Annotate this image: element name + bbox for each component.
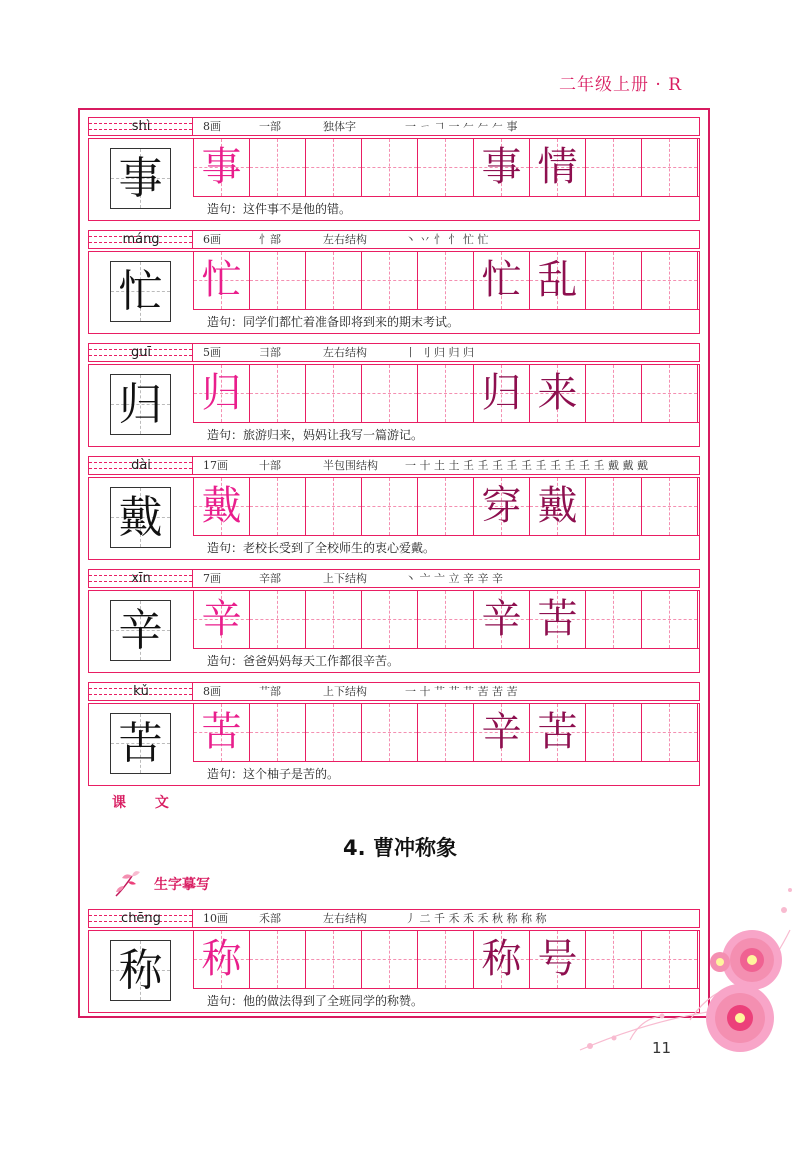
practice-cell [250, 591, 306, 648]
kewen-label: 课 文 [112, 795, 181, 811]
practice-cell [642, 365, 698, 422]
practice-cell [250, 252, 306, 309]
trace-character: 忙 [201, 257, 242, 303]
model-character: 辛 [118, 605, 163, 656]
example-sentence: 造句：这件事不是他的错。 [207, 202, 352, 216]
pinyin-row [88, 456, 700, 475]
practice-cell [530, 478, 586, 535]
practice-cell [586, 365, 642, 422]
stroke-order: 丿 二 千 禾 禾 禾 秋 称 称 称 [405, 912, 547, 925]
practice-cell [418, 365, 474, 422]
practice-cell [250, 365, 306, 422]
pinyin: shì [131, 119, 151, 134]
flower-icon [110, 868, 152, 900]
pinyin: xīn [131, 571, 151, 586]
word-character: 忙 [481, 257, 522, 303]
practice-cell [586, 591, 642, 648]
character-info [203, 910, 546, 927]
trace-character: 辛 [201, 596, 242, 642]
page-number: 11 [652, 1039, 672, 1057]
pinyin-row [88, 682, 700, 701]
character-info [203, 118, 517, 135]
writing-box [88, 364, 700, 447]
model-character: 称 [118, 945, 163, 996]
character-info [203, 344, 474, 361]
character-info [203, 231, 488, 248]
structure: 左右结构 [323, 346, 367, 359]
stroke-order: 丨 刂 归 归 归 [405, 346, 474, 359]
example-sentence: 造句：旅游归来，妈妈让我写一篇游记。 [207, 428, 424, 442]
character-entry [88, 569, 700, 673]
example-sentence: 造句：这个柚子是苦的。 [207, 767, 340, 781]
trace-character: 苦 [201, 709, 242, 755]
practice-cell [474, 365, 530, 422]
model-character-cell [110, 148, 171, 209]
practice-grid [193, 704, 699, 762]
character-info [203, 457, 648, 474]
word-character: 辛 [481, 709, 522, 755]
practice-cell [250, 931, 306, 988]
practice-grid [193, 252, 699, 310]
practice-cell [362, 252, 418, 309]
stroke-order: 丶 亠 亠 立 辛 辛 辛 [405, 572, 503, 585]
practice-cell [194, 365, 250, 422]
word-character: 苦 [537, 596, 578, 642]
pinyin: kǔ [133, 684, 149, 699]
word-character: 辛 [481, 596, 522, 642]
stroke-order: 丶 丷 忄 忄 忙 忙 [405, 233, 489, 246]
practice-cell [362, 591, 418, 648]
structure: 左右结构 [323, 912, 367, 925]
practice-cell [306, 365, 362, 422]
practice-cell [418, 252, 474, 309]
practice-cell [530, 139, 586, 196]
stroke-order: 一 十 土 土 𡈼 𡈼 𡈼 𡈼 𡈼 𡈼 𡈼 𡈼 𡈼 𡈼 戴 戴 戴 [405, 459, 648, 472]
character-info [203, 683, 517, 700]
practice-grid [193, 478, 699, 536]
practice-cell [306, 139, 362, 196]
practice-grid [193, 139, 699, 197]
practice-cell [530, 252, 586, 309]
practice-cell [586, 252, 642, 309]
trace-character: 事 [201, 144, 242, 190]
writing-box [88, 590, 700, 673]
word-character: 情 [537, 144, 578, 190]
radical: 艹部 [259, 685, 281, 698]
practice-cell [194, 704, 250, 761]
stroke-count: 7画 [203, 572, 221, 585]
practice-cell [642, 478, 698, 535]
word-character: 来 [537, 370, 578, 416]
structure: 上下结构 [323, 572, 367, 585]
pinyin: dài [131, 458, 151, 473]
word-character: 号 [537, 936, 578, 982]
practice-cell [306, 591, 362, 648]
practice-cell [474, 252, 530, 309]
practice-cell [194, 591, 250, 648]
practice-cell [530, 591, 586, 648]
practice-cell [306, 931, 362, 988]
practice-cell [418, 591, 474, 648]
character-entry [88, 230, 700, 334]
pinyin: guī [130, 345, 152, 360]
word-character: 穿 [481, 483, 522, 529]
structure: 上下结构 [323, 685, 367, 698]
practice-cell [474, 931, 530, 988]
practice-cell [194, 252, 250, 309]
model-character-cell [110, 600, 171, 661]
practice-cell [250, 704, 306, 761]
example-sentence: 造句：他的做法得到了全班同学的称赞。 [207, 994, 424, 1008]
stroke-order: 一 ㄧ 𠃍 ⼀ 𠂉 𠂉 𠂉 事 [405, 120, 518, 133]
stroke-count: 17画 [203, 459, 228, 472]
practice-cell [418, 139, 474, 196]
practice-grid [193, 365, 699, 423]
writing-box [88, 138, 700, 221]
practice-cell [194, 478, 250, 535]
model-character-cell [110, 713, 171, 774]
practice-cell [418, 931, 474, 988]
model-character-cell [110, 940, 171, 1001]
practice-cell [474, 591, 530, 648]
model-character: 苦 [118, 718, 163, 769]
word-character: 事 [481, 144, 522, 190]
practice-cell [530, 704, 586, 761]
practice-cell [586, 704, 642, 761]
flower-decoration-icon [570, 870, 800, 1070]
model-character: 戴 [118, 492, 163, 543]
model-character-cell [110, 487, 171, 548]
practice-cell [418, 478, 474, 535]
structure: 独体字 [323, 120, 356, 133]
page-header: 二年级上册 · R [558, 75, 682, 95]
pinyin: máng [122, 232, 160, 247]
practice-cell [194, 931, 250, 988]
trace-character: 戴 [201, 483, 242, 529]
practice-cell [586, 139, 642, 196]
practice-cell [362, 931, 418, 988]
trace-character: 归 [201, 370, 242, 416]
structure: 左右结构 [323, 233, 367, 246]
word-character: 乱 [537, 257, 578, 303]
character-entry [88, 682, 700, 786]
radical: 辛部 [259, 572, 281, 585]
pinyin-row [88, 117, 700, 136]
stroke-count: 5画 [203, 346, 221, 359]
radical: 彐部 [259, 346, 281, 359]
model-character: 忙 [118, 266, 163, 317]
practice-cell [642, 252, 698, 309]
stroke-count: 8画 [203, 120, 221, 133]
practice-cell [306, 704, 362, 761]
example-sentence: 造句：老校长受到了全校师生的衷心爱戴。 [207, 541, 436, 555]
practice-cell [530, 365, 586, 422]
pinyin-row [88, 569, 700, 588]
writing-box [88, 251, 700, 334]
practice-cell [362, 704, 418, 761]
word-character: 戴 [537, 483, 578, 529]
character-entry [88, 456, 700, 560]
lesson-title: 4. 曹冲称象 [343, 836, 457, 860]
word-character: 称 [481, 936, 522, 982]
practice-cell [418, 704, 474, 761]
trace-character: 称 [201, 936, 242, 982]
writing-box [88, 703, 700, 786]
practice-cell [642, 704, 698, 761]
practice-cell [642, 139, 698, 196]
practice-cell [474, 139, 530, 196]
practice-cell [530, 931, 586, 988]
radical: 禾部 [259, 912, 281, 925]
practice-grid [193, 591, 699, 649]
character-entry [88, 343, 700, 447]
pinyin-row [88, 343, 700, 362]
practice-cell [306, 252, 362, 309]
word-character: 苦 [537, 709, 578, 755]
example-sentence: 造句：爸爸妈妈每天工作都很辛苦。 [207, 654, 400, 668]
radical: 一部 [259, 120, 281, 133]
practice-cell [362, 139, 418, 196]
practice-cell [362, 365, 418, 422]
practice-cell [250, 139, 306, 196]
radical: 十部 [259, 459, 281, 472]
writing-box [88, 477, 700, 560]
word-character: 归 [481, 370, 522, 416]
pinyin: chēng [121, 911, 161, 926]
stroke-count: 8画 [203, 685, 221, 698]
practice-cell [642, 591, 698, 648]
model-character: 事 [118, 153, 163, 204]
stroke-count: 10画 [203, 912, 228, 925]
radical: 忄部 [259, 233, 281, 246]
model-character-cell [110, 261, 171, 322]
model-character: 归 [118, 379, 163, 430]
structure: 半包围结构 [323, 459, 378, 472]
character-entry [88, 117, 700, 221]
character-info [203, 570, 503, 587]
stroke-count: 6画 [203, 233, 221, 246]
practice-cell [474, 478, 530, 535]
model-character-cell [110, 374, 171, 435]
practice-cell [362, 478, 418, 535]
practice-cell [306, 478, 362, 535]
practice-cell [586, 478, 642, 535]
example-sentence: 造句：同学们都忙着准备即将到来的期末考试。 [207, 315, 460, 329]
pinyin-row [88, 230, 700, 249]
practice-cell [194, 139, 250, 196]
practice-cell [250, 478, 306, 535]
practice-cell [474, 704, 530, 761]
section-label: 生字摹写 [154, 877, 210, 893]
stroke-order: 一 十 艹 艹 艹 苦 苦 苦 [405, 685, 518, 698]
